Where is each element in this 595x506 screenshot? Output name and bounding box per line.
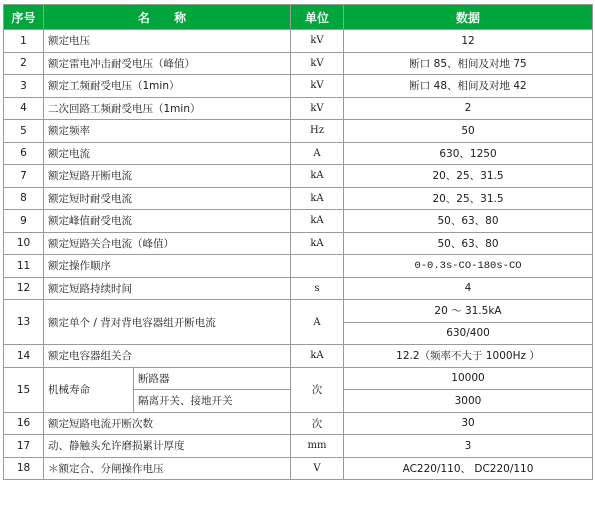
header-unit: 单位 <box>291 5 344 30</box>
row-unit: kA <box>291 345 344 368</box>
row-data: 630、1250 <box>344 142 593 165</box>
spec-table <box>3 4 593 480</box>
table-row <box>4 30 593 53</box>
row-data: AC220/110、 DC220/110 <box>344 457 593 480</box>
table-row <box>4 120 593 143</box>
row-no: 1 <box>4 30 44 53</box>
row-unit: V <box>291 457 344 480</box>
row-no: 8 <box>4 187 44 210</box>
row-data: 0-0.3s-CO-180s-CO <box>344 255 593 278</box>
row-no: 6 <box>4 142 44 165</box>
row-unit: kV <box>291 52 344 75</box>
table-row <box>4 412 593 435</box>
row-name: 额定短路开断电流 <box>44 165 291 188</box>
table-row <box>4 75 593 98</box>
table-row <box>4 187 593 210</box>
table-row <box>4 367 593 390</box>
table-row <box>4 277 593 300</box>
row-data-b: 3000 <box>344 390 593 413</box>
row-unit: kA <box>291 187 344 210</box>
table-row <box>4 345 593 368</box>
table-row <box>4 435 593 458</box>
row-name: 二次回路工频耐受电压（1min） <box>44 97 291 120</box>
row-name: 额定电流 <box>44 142 291 165</box>
row-name: ＊额定合、分闸操作电压 <box>44 457 291 480</box>
header-no: 序号 <box>4 5 44 30</box>
row-unit: 次 <box>291 367 344 412</box>
row-data: 50、63、80 <box>344 232 593 255</box>
row-no: 15 <box>4 367 44 412</box>
row-no: 12 <box>4 277 44 300</box>
table-row <box>4 142 593 165</box>
row-unit: kA <box>291 165 344 188</box>
row-no: 9 <box>4 210 44 233</box>
table-row <box>4 232 593 255</box>
table-row <box>4 457 593 480</box>
row-data-a: 20 ～ 31.5kA <box>344 300 593 323</box>
row-unit: kA <box>291 210 344 233</box>
row-unit: kV <box>291 30 344 53</box>
row-name: 额定雷电冲击耐受电压（峰值） <box>44 52 291 75</box>
row-unit: kV <box>291 75 344 98</box>
row-data: 12 <box>344 30 593 53</box>
row-name: 额定操作顺序 <box>44 255 291 278</box>
table-row <box>4 97 593 120</box>
row-name: 额定峰值耐受电流 <box>44 210 291 233</box>
row-name: 额定频率 <box>44 120 291 143</box>
row-data: 50、63、80 <box>344 210 593 233</box>
row-no: 3 <box>4 75 44 98</box>
row-unit <box>291 255 344 278</box>
table-row <box>4 210 593 233</box>
row-data: 20、25、31.5 <box>344 165 593 188</box>
row-name: 额定工频耐受电压（1min） <box>44 75 291 98</box>
row-data: 50 <box>344 120 593 143</box>
row-unit: Hz <box>291 120 344 143</box>
row-no: 18 <box>4 457 44 480</box>
row-data: 30 <box>344 412 593 435</box>
row-unit: A <box>291 142 344 165</box>
row-subname-b: 隔离开关、接地开关 <box>134 390 291 413</box>
row-no: 11 <box>4 255 44 278</box>
row-no: 5 <box>4 120 44 143</box>
row-data: 3 <box>344 435 593 458</box>
row-name: 机械寿命 <box>44 367 134 412</box>
row-no: 2 <box>4 52 44 75</box>
table-row <box>4 255 593 278</box>
header-row <box>4 5 593 30</box>
row-no: 7 <box>4 165 44 188</box>
row-no: 14 <box>4 345 44 368</box>
table-row <box>4 52 593 75</box>
row-unit: A <box>291 300 344 345</box>
row-no: 10 <box>4 232 44 255</box>
row-unit: s <box>291 277 344 300</box>
row-data-b: 630/400 <box>344 322 593 345</box>
row-name: 动、静触头允许磨损累计厚度 <box>44 435 291 458</box>
table-row <box>4 165 593 188</box>
row-name: 额定单个 / 背对背电容器组开断电流 <box>44 300 291 345</box>
row-data: 20、25、31.5 <box>344 187 593 210</box>
row-no: 4 <box>4 97 44 120</box>
row-no: 16 <box>4 412 44 435</box>
row-name: 额定短时耐受电流 <box>44 187 291 210</box>
table-row <box>4 300 593 323</box>
row-name: 额定短路关合电流（峰值） <box>44 232 291 255</box>
row-data: 断口 48、相间及对地 42 <box>344 75 593 98</box>
row-data: 2 <box>344 97 593 120</box>
row-no: 13 <box>4 300 44 345</box>
row-unit: kA <box>291 232 344 255</box>
row-name: 额定短路电流开断次数 <box>44 412 291 435</box>
row-unit: kV <box>291 97 344 120</box>
row-no: 17 <box>4 435 44 458</box>
row-name: 额定电容器组关合 <box>44 345 291 368</box>
header-data: 数据 <box>344 5 593 30</box>
row-subname-a: 断路器 <box>134 367 291 390</box>
row-data-a: 10000 <box>344 367 593 390</box>
row-unit: mm <box>291 435 344 458</box>
header-name: 名 称 <box>44 5 291 30</box>
row-name: 额定短路持续时间 <box>44 277 291 300</box>
row-data: 断口 85、相间及对地 75 <box>344 52 593 75</box>
row-data: 4 <box>344 277 593 300</box>
row-name: 额定电压 <box>44 30 291 53</box>
row-unit: 次 <box>291 412 344 435</box>
row-data: 12.2（频率不大于 1000Hz ） <box>344 345 593 368</box>
